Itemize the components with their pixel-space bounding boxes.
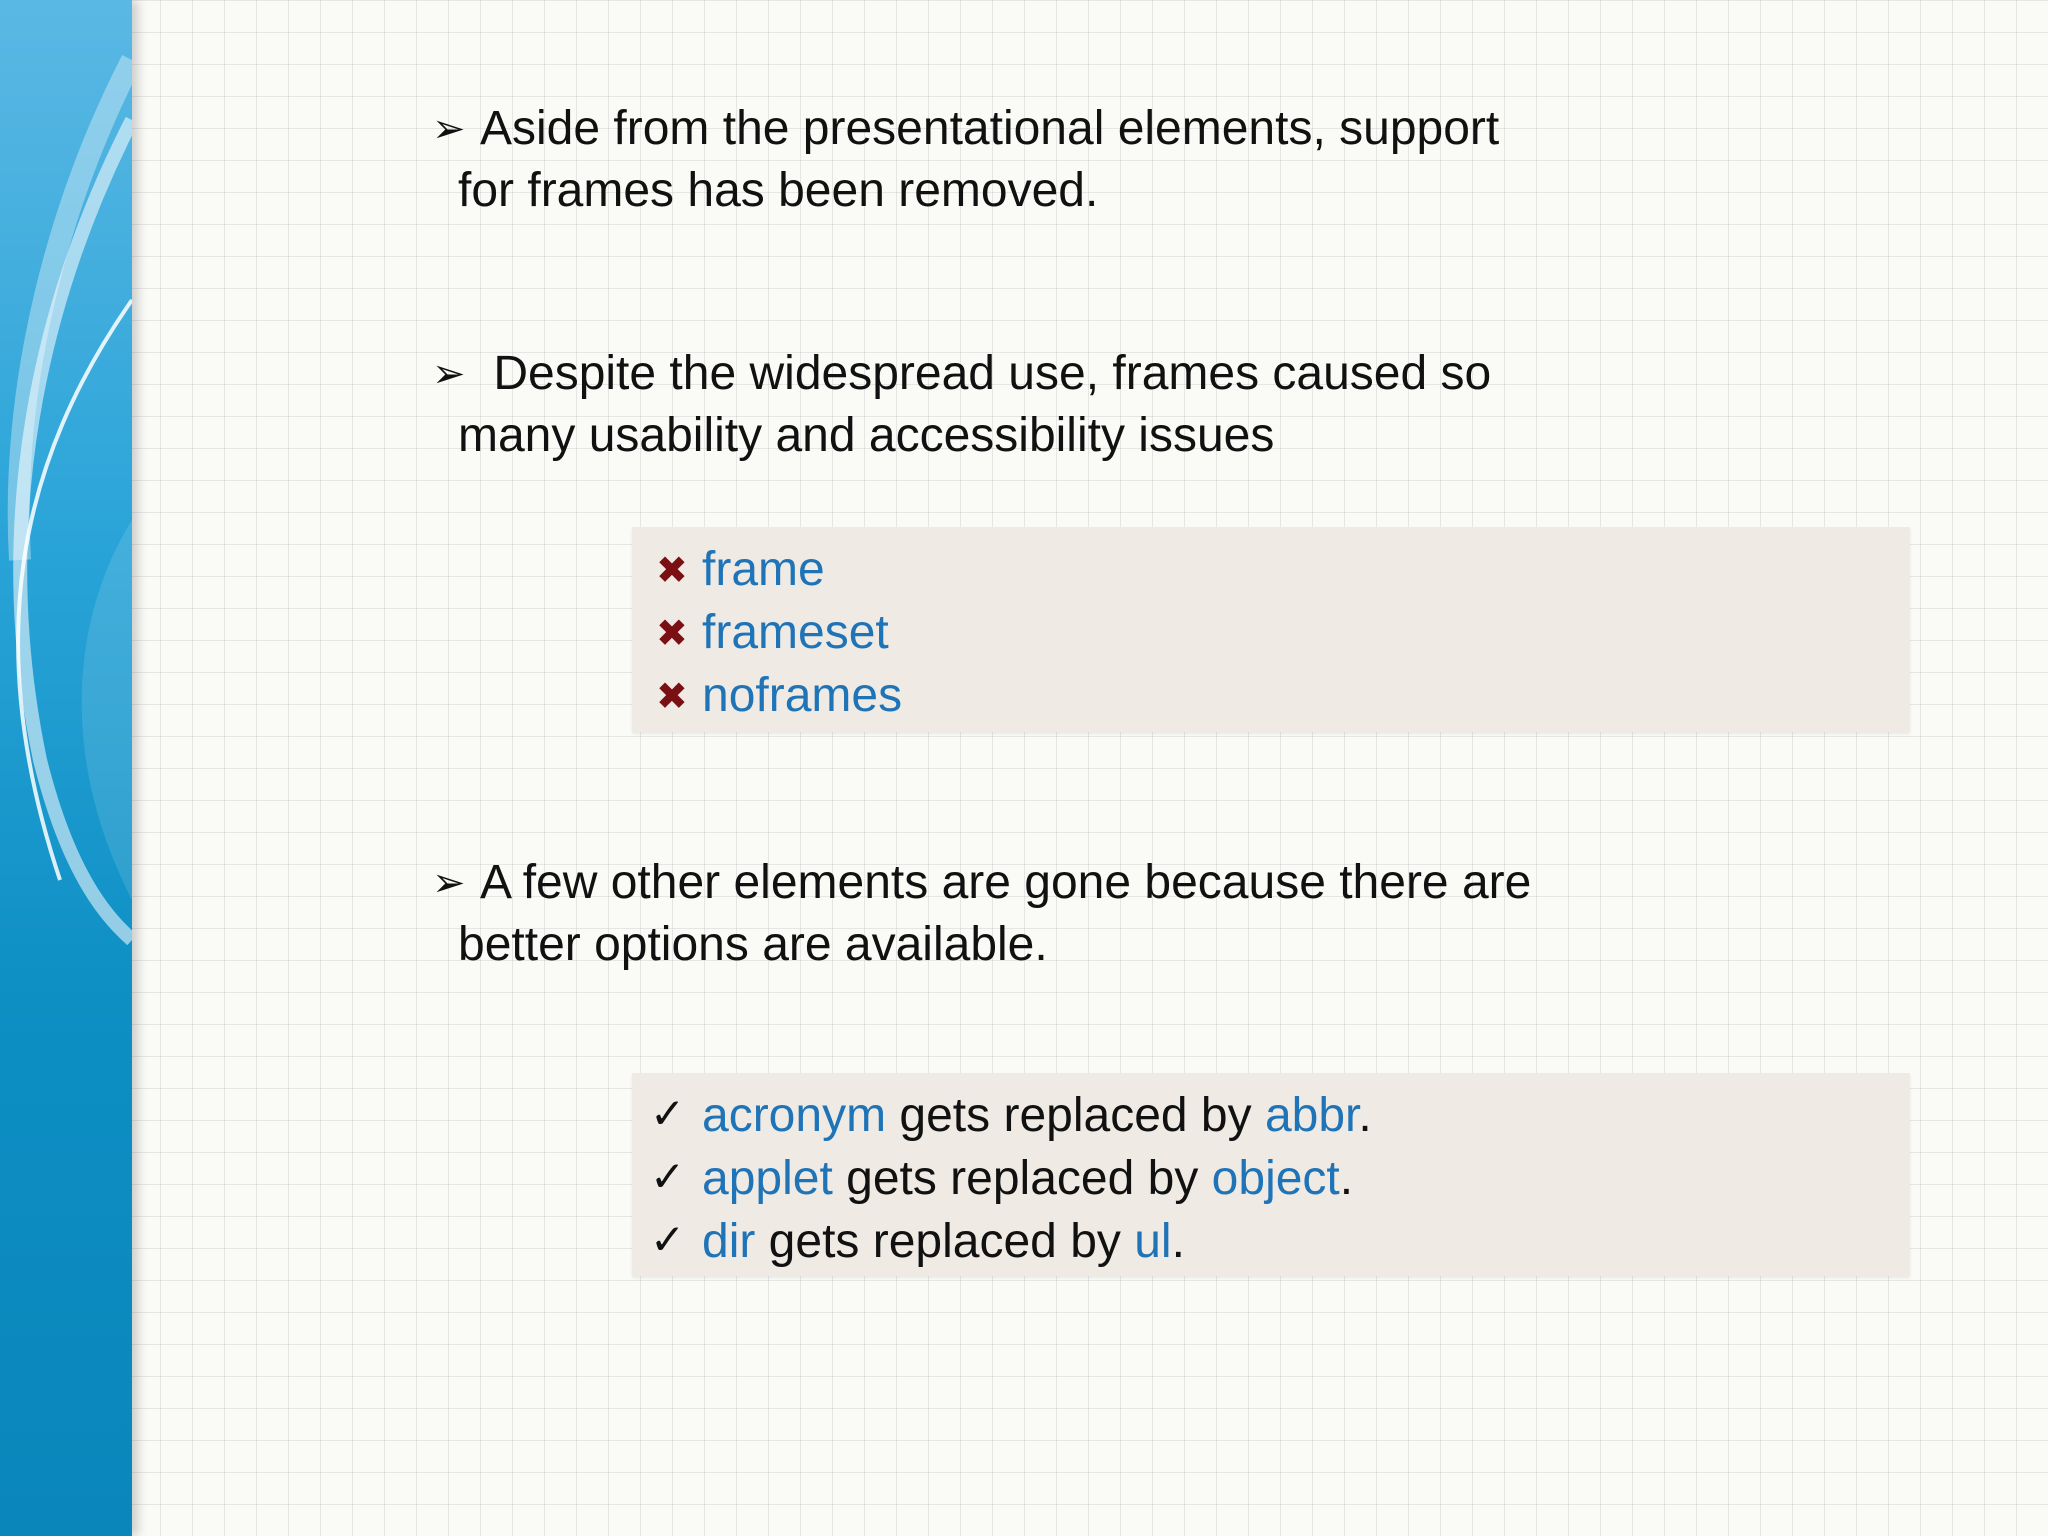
period: . [1171, 1215, 1185, 1268]
removed-elements-box [632, 527, 1910, 732]
list-item [632, 539, 1910, 602]
bullet-frames-issues [432, 343, 1632, 466]
period: . [1339, 1152, 1354, 1205]
list-item [632, 665, 1910, 728]
element-name: frame [702, 543, 825, 596]
old-element-name: applet [702, 1152, 833, 1205]
old-element-name: dir [702, 1215, 756, 1268]
x-mark-icon: ✖ [656, 550, 688, 592]
replacement-connector: gets replaced by [886, 1089, 1265, 1142]
arrow-bullet-icon: ➢ [432, 352, 466, 396]
decorative-side-band [0, 0, 132, 1536]
checkmark-icon: ✓ [650, 1090, 686, 1137]
bullet-line: Aside from the presentational elements, support [480, 102, 1500, 155]
replacement-connector: gets replaced by [832, 1152, 1212, 1205]
checkmark-icon: ✓ [650, 1153, 686, 1200]
arrow-bullet-icon: ➢ [432, 107, 466, 151]
arrow-bullet-icon: ➢ [432, 861, 466, 905]
new-element-name: object [1211, 1152, 1340, 1205]
list-item [632, 1083, 1910, 1146]
list-item [632, 1209, 1910, 1272]
bullet-better-options [432, 852, 1632, 975]
bullet-line: Despite the widespread use, frames caused so [480, 347, 1492, 400]
replacement-connector: gets replaced by [755, 1215, 1135, 1268]
element-name: frameset [702, 606, 889, 659]
list-item [632, 602, 1910, 665]
swoosh-graphic [0, 0, 132, 1536]
bullet-line: A few other elements are gone because there are [480, 856, 1532, 909]
replaced-elements-box [632, 1073, 1910, 1276]
bullet-line: better options are available. [458, 918, 1048, 971]
bullet-line: for frames has been removed. [458, 164, 1099, 217]
x-mark-icon: ✖ [656, 676, 688, 718]
x-mark-icon: ✖ [656, 613, 688, 655]
removed-elements-list [632, 527, 1910, 728]
list-item [632, 1146, 1910, 1209]
period: . [1358, 1089, 1372, 1142]
old-element-name: acronym [702, 1089, 887, 1142]
bullet-frames-removed [432, 98, 1632, 221]
new-element-name: ul [1134, 1215, 1172, 1268]
bullet-line: many usability and accessibility issues [458, 409, 1275, 462]
element-name: noframes [702, 669, 903, 722]
new-element-name: abbr [1264, 1089, 1359, 1142]
replaced-elements-list [632, 1073, 1910, 1272]
checkmark-icon: ✓ [650, 1216, 686, 1263]
